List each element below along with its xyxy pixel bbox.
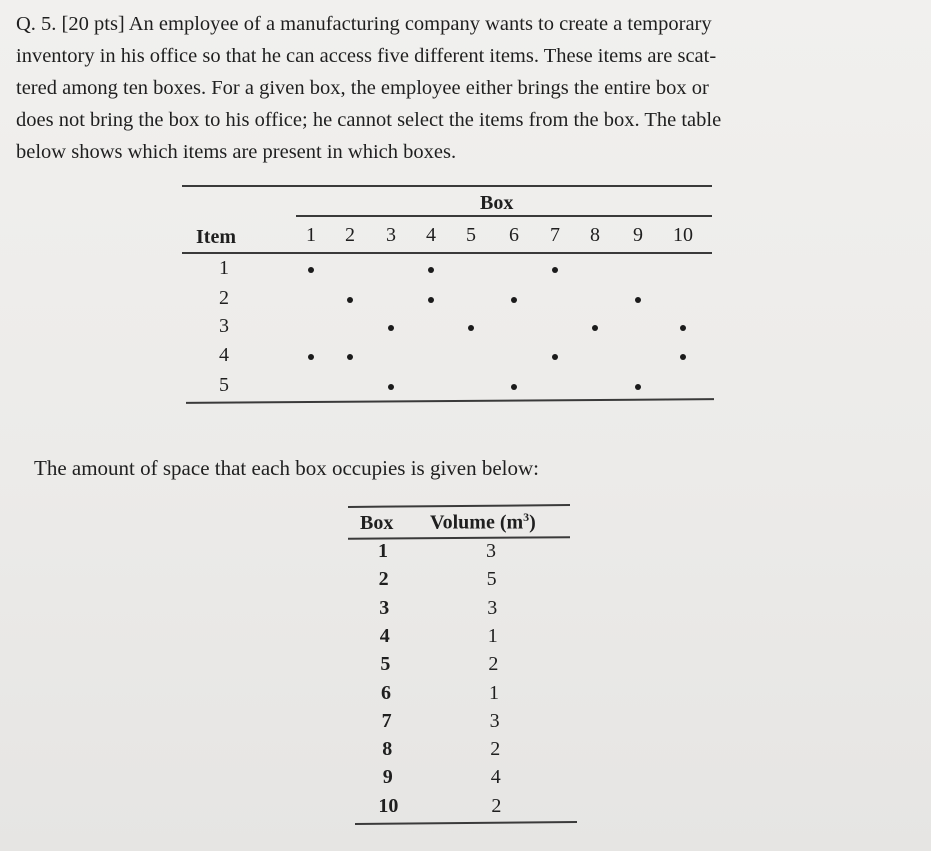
box-number-header: 2 <box>345 224 355 246</box>
volume-row-box: 9 <box>382 766 393 789</box>
question-text <box>16 8 916 168</box>
item-label: 5 <box>219 374 229 396</box>
question-line: tered among ten boxes. For a given box, the employee either brings the entire box or <box>16 77 709 99</box>
volume-row-box: 5 <box>380 653 391 676</box>
question-line: inventory in his office so that he can access five different items. These items are scat- <box>16 45 717 67</box>
volume-row-value: 3 <box>489 709 500 732</box>
volume-row-value: 2 <box>490 738 501 761</box>
volume-row-box: 2 <box>378 568 389 591</box>
item-in-box-dot <box>347 297 353 303</box>
item-in-box-dot <box>680 354 686 360</box>
volume-row-value: 3 <box>486 540 496 562</box>
item-in-box-dot <box>428 297 434 303</box>
item-label: 2 <box>219 287 229 309</box>
table-top-rule <box>182 185 712 187</box>
volume-row-box: 6 <box>381 681 391 704</box>
volume-top-rule <box>348 504 570 508</box>
box-group-header: Box <box>480 192 514 214</box>
item-in-box-dot <box>511 297 517 303</box>
volume-row-value: 1 <box>487 624 498 647</box>
question-line: below shows which items are present in which boxes. <box>16 141 457 163</box>
item-in-box-dot <box>388 325 394 331</box>
volume-header-label: Volume (m <box>430 511 524 534</box>
volume-header-rule <box>348 536 570 539</box>
volume-header-exponent: 3 <box>523 510 530 524</box>
item-in-box-dot <box>635 297 641 303</box>
item-in-box-dot <box>592 325 598 331</box>
question-line: does not bring the box to his office; he cannot select the items from the box. The table <box>16 109 722 131</box>
table-bottom-rule <box>186 398 714 403</box>
item-in-box-dot <box>308 354 314 360</box>
box-number-header: 7 <box>550 224 560 246</box>
volume-row-value: 2 <box>491 794 502 817</box>
volume-value-header <box>430 510 536 535</box>
item-in-box-dot <box>552 267 558 273</box>
box-header-rule <box>296 215 712 217</box>
box-number-header: 5 <box>466 224 476 246</box>
volume-row-box: 1 <box>378 540 388 562</box>
item-in-box-dot <box>428 267 434 273</box>
item-in-box-dot <box>680 325 686 331</box>
volume-intro-text: The amount of space that each box occupies is given below: <box>34 456 540 480</box>
volume-bottom-rule <box>355 821 577 825</box>
item-label: 3 <box>219 315 229 337</box>
volume-header-close: ) <box>529 511 536 534</box>
volume-row-value: 4 <box>490 766 501 789</box>
question-line: Q. 5. [20 pts] An employee of a manufacturing company wants to create a temporary <box>16 13 712 35</box>
item-column-header: Item <box>196 226 236 248</box>
item-in-box-dot <box>308 267 314 273</box>
volume-row-box: 7 <box>381 709 392 732</box>
volume-row-value: 3 <box>487 596 498 619</box>
box-number-header: 10 <box>673 224 693 246</box>
item-label: 4 <box>219 344 229 366</box>
box-number-header: 3 <box>386 224 396 246</box>
volume-row-box: 10 <box>378 794 399 817</box>
box-number-header: 1 <box>306 224 316 246</box>
item-in-box-dot <box>511 384 517 390</box>
item-in-box-dot <box>347 354 353 360</box>
volume-row-box: 3 <box>379 596 390 619</box>
volume-row-value: 2 <box>488 653 499 676</box>
volume-row-box: 4 <box>379 624 390 647</box>
item-in-box-dot <box>388 384 394 390</box>
volume-box-header: Box <box>360 512 394 534</box>
volume-row-value: 5 <box>486 568 497 591</box>
item-in-box-dot <box>635 384 641 390</box>
box-number-header: 8 <box>590 224 600 246</box>
box-number-header: 6 <box>509 224 519 246</box>
box-number-header: 9 <box>633 224 643 246</box>
item-in-box-dot <box>468 325 474 331</box>
volume-row-value: 1 <box>489 681 499 704</box>
item-in-box-dot <box>552 354 558 360</box>
volume-row-box: 8 <box>382 738 393 761</box>
item-label: 1 <box>219 257 229 279</box>
header-bottom-rule <box>182 252 712 254</box>
box-number-header: 4 <box>426 224 436 246</box>
